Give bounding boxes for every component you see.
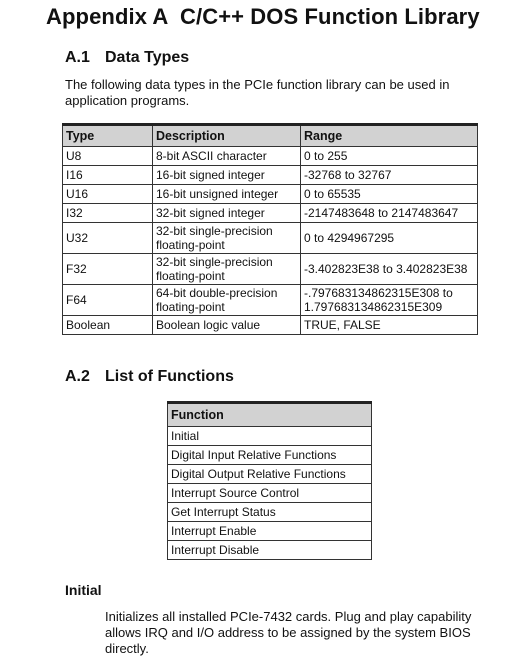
table-row: [63, 185, 478, 204]
range-cell: 0 to 255: [301, 147, 478, 166]
column-header: Type: [63, 125, 153, 147]
table-row: [63, 223, 478, 254]
description-cell: 32-bit single-precision floating-point: [153, 254, 301, 285]
table-row: [168, 427, 372, 446]
data-types-table: [62, 123, 478, 335]
table-row: [168, 522, 372, 541]
function-cell: Interrupt Disable: [168, 541, 372, 560]
table-row: [63, 254, 478, 285]
description-cell: 8-bit ASCII character: [153, 147, 301, 166]
type-cell: I16: [63, 166, 153, 185]
type-cell: Boolean: [63, 316, 153, 335]
type-cell: F32: [63, 254, 153, 285]
functions-table: [167, 401, 372, 560]
section-a1-intro: The following data types in the PCIe function library can be used in application programs.: [65, 77, 450, 108]
function-cell: Interrupt Enable: [168, 522, 372, 541]
page-title: Appendix A C/C++ DOS Function Library: [46, 4, 480, 29]
section-title: Data Types: [105, 49, 190, 66]
description-cell: Boolean logic value: [153, 316, 301, 335]
table-row: [168, 541, 372, 560]
table-row: [63, 147, 478, 166]
section-title: List of Functions: [105, 368, 234, 385]
description-cell: 64-bit double-precision floating-point: [153, 285, 301, 316]
column-header: Description: [153, 125, 301, 147]
range-cell: -32768 to 32767: [301, 166, 478, 185]
table-row: [63, 166, 478, 185]
range-cell: -2147483648 to 2147483647: [301, 204, 478, 223]
function-cell: Digital Output Relative Functions: [168, 465, 372, 484]
function-cell: Digital Input Relative Functions: [168, 446, 372, 465]
section-a1-heading: [65, 49, 189, 67]
description-cell: 32-bit signed integer: [153, 204, 301, 223]
table-row: [168, 465, 372, 484]
table-row: [63, 316, 478, 335]
function-cell: Interrupt Source Control: [168, 484, 372, 503]
function-cell: Initial: [168, 427, 372, 446]
section-number: A.2: [65, 368, 90, 385]
function-cell: Get Interrupt Status: [168, 503, 372, 522]
section-a2-heading: [65, 368, 234, 386]
description-cell: 16-bit signed integer: [153, 166, 301, 185]
type-cell: I32: [63, 204, 153, 223]
range-cell: 0 to 65535: [301, 185, 478, 204]
type-cell: U8: [63, 147, 153, 166]
range-cell: -.797683134862315E308 to 1.797683134862315E309: [301, 285, 478, 316]
type-cell: U32: [63, 223, 153, 254]
table-row: [63, 204, 478, 223]
table-row: [63, 285, 478, 316]
initial-description: Initializes all installed PCIe-7432 cards. Plug and play capability allows IRQ and I/O address to be assigned by the system BIOS directly.: [105, 609, 472, 656]
column-header: Range: [301, 125, 478, 147]
table-row: [168, 446, 372, 465]
table-header-row: [168, 403, 372, 427]
type-cell: U16: [63, 185, 153, 204]
section-number: A.1: [65, 49, 90, 66]
table-row: [168, 503, 372, 522]
range-cell: TRUE, FALSE: [301, 316, 478, 335]
description-cell: 16-bit unsigned integer: [153, 185, 301, 204]
initial-heading: Initial: [65, 582, 102, 598]
column-header: Function: [168, 403, 372, 427]
description-cell: 32-bit single-precision floating-point: [153, 223, 301, 254]
range-cell: -3.402823E38 to 3.402823E38: [301, 254, 478, 285]
range-cell: 0 to 4294967295: [301, 223, 478, 254]
type-cell: F64: [63, 285, 153, 316]
table-row: [168, 484, 372, 503]
table-header-row: [63, 125, 478, 147]
